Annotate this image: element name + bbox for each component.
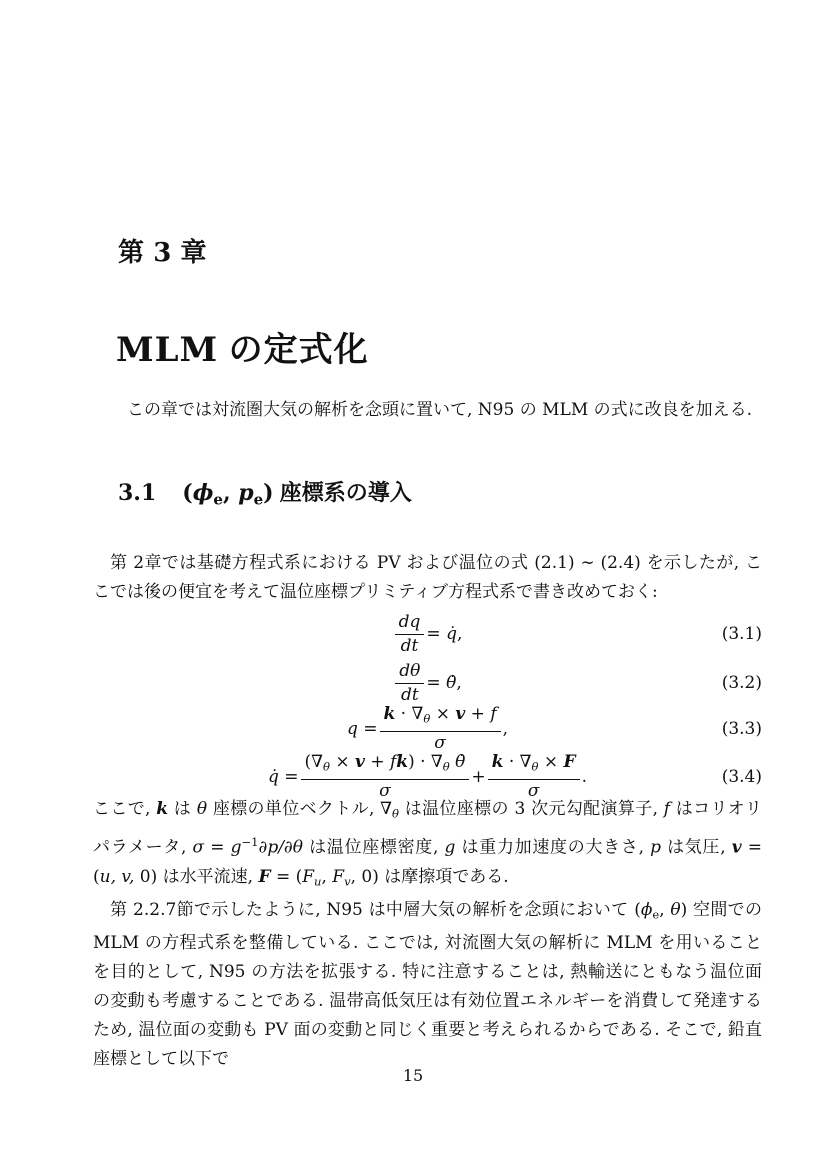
section-title-text: 座標系の導入 (273, 480, 412, 505)
equation-3-4-lhs: q̇ = (267, 767, 299, 787)
equation-3-1 (93, 611, 762, 657)
paragraph-symbol-definitions: ここで, k は θ 座標の単位ベクトル, $\nabla_\theta$ は温位座標の 3 次元勾配演算子, f はコリオリパラメータ, $\sigma = g^{-1}\partial p/\partial\theta$ は温位座標密度, g は重力加速度の大きさ, p は気圧, v = (u, v, 0) は水平流速, $F = (F_u$, $F_v$, 0) は摩擦項である. (93, 799, 763, 889)
section-heading (118, 476, 412, 508)
equation-3-4-plus: + (471, 767, 486, 787)
fraction-pv: $\frac{k \cdot \nabla_\theta \times v + f}{\sigma}$ (380, 704, 501, 753)
paragraph-basic-equations: 第 2章では基礎方程式系における PV および温位の式 (2.1) ∼ (2.4) を示したが, ここでは後の便宜を考えて温位座標プリミティブ方程式系で書き改めておく: (93, 553, 762, 602)
chapter-label: 第 3 章 (118, 237, 208, 268)
fraction-qdot-term2: $\frac{k \cdot \nabla_\theta \times F}{\sigma}$ (488, 752, 580, 801)
equation-3-2 (93, 660, 762, 706)
section-title-math: ($\phi_e$, $p_e$) (182, 480, 274, 509)
equation-3-4-tail: . (581, 767, 588, 787)
equation-3-3 (93, 706, 762, 752)
equation-number-3-1: (3.1) (721, 624, 762, 644)
equation-3-1-rhs: = q̇, (426, 624, 463, 644)
equation-3-3-lhs: q = (346, 719, 378, 739)
fraction-qdot-term1: $\frac{(\nabla_\theta \times v + fk) \cdot \nabla_\theta \thetȧ}{\sigma}$ (301, 752, 470, 801)
equation-number-3-4: (3.4) (721, 767, 762, 787)
intro-paragraph: この章では対流圏大気の解析を念頭に置いて, N95 の MLM の式に改良を加える. (127, 400, 753, 420)
equation-3-2-rhs: = θ̇, (426, 673, 462, 693)
equation-number-3-3: (3.3) (721, 719, 762, 739)
page-number: 15 (402, 1066, 424, 1085)
equation-number-3-2: (3.2) (721, 673, 762, 693)
fraction-dq-dt: $\frac{dq}{dt}$ (395, 612, 425, 657)
fraction-dtheta-dt: $\frac{d\theta}{dt}$ (395, 661, 424, 706)
chapter-title: MLM の定式化 (116, 330, 369, 370)
paragraph-n95-extension: 第 2.2.7節で示したように, N95 は中層大気の解析を念頭において ($\phi_e$, θ) 空間での MLM の方程式系を整備している. ここでは, 対流圏大気の解析に MLM を用いることを目的として, N95 の方法を拡張する. 特に注意することは, 熱輸送にともなう温位面の変動も考慮することである. 温帯高低気圧は有効位置エネルギーを消費して発達するため, 温位面の変動も PV 面の変動と同じく重要と考えられるからである. そこで, 鉛直座標として以下で (93, 900, 762, 1070)
section-number: 3.1 (118, 480, 157, 506)
equation-3-4 (93, 754, 762, 800)
equation-3-3-tail: , (502, 719, 509, 739)
